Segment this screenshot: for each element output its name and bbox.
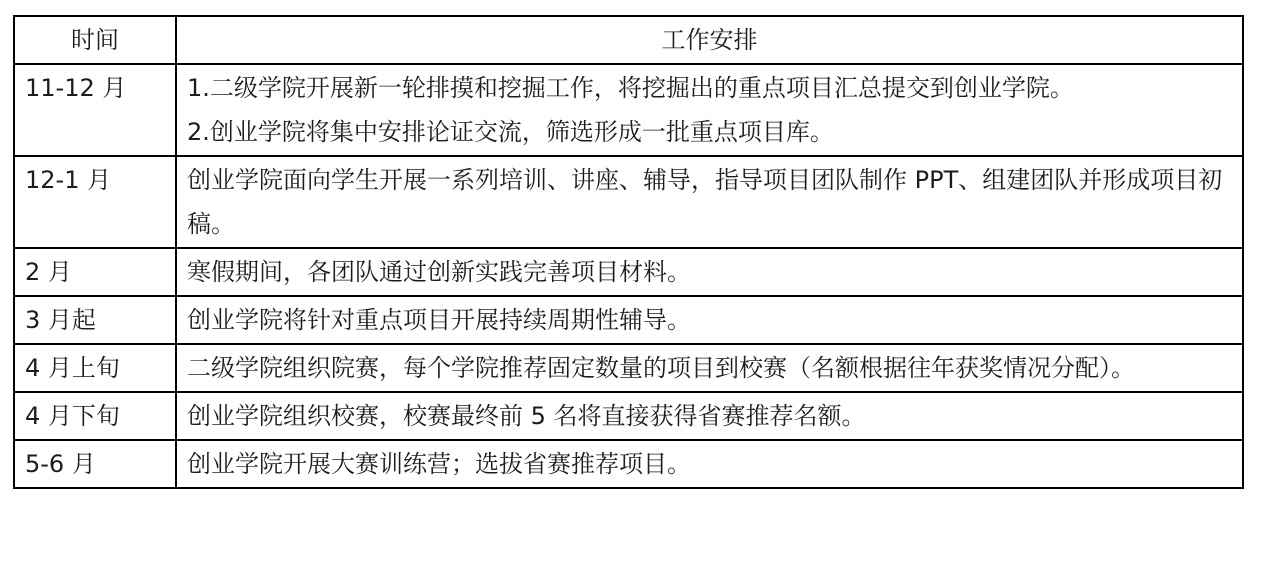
table-row [14, 344, 1243, 392]
time-cell: 3 月起 [14, 296, 176, 344]
time-cell: 4 月下旬 [14, 392, 176, 440]
work-cell [176, 392, 1243, 440]
time-cell: 12-1 月 [14, 156, 176, 248]
task-paragraph: 寒假期间，各团队通过创新实践完善项目材料。 [187, 258, 691, 286]
table-header-row [14, 16, 1243, 64]
task-paragraph: 创业学院开展大赛训练营；选拔省赛推荐项目。 [187, 450, 691, 478]
time-cell: 5-6 月 [14, 440, 176, 488]
table-row [14, 156, 1243, 248]
work-cell [176, 156, 1243, 248]
work-cell [176, 440, 1243, 488]
task-paragraph: 创业学院面向学生开展一系列培训、讲座、辅导，指导项目团队制作 PPT、组建团队并形成项目初稿。 [187, 166, 1223, 238]
table-row [14, 248, 1243, 296]
table-row [14, 392, 1243, 440]
column-header-time: 时间 [14, 16, 176, 64]
table-row [14, 440, 1243, 488]
work-cell [176, 248, 1243, 296]
task-paragraph: 二级学院组织院赛，每个学院推荐固定数量的项目到校赛（名额根据往年获奖情况分配）。 [187, 354, 1135, 382]
task-paragraph: 2.创业学院将集中安排论证交流，筛选形成一批重点项目库。 [187, 118, 834, 146]
column-header-work: 工作安排 [176, 16, 1243, 64]
time-cell: 2 月 [14, 248, 176, 296]
table-row [14, 64, 1243, 156]
table-row [14, 296, 1243, 344]
time-cell: 11-12 月 [14, 64, 176, 156]
work-cell [176, 296, 1243, 344]
time-cell: 4 月上旬 [14, 344, 176, 392]
work-cell [176, 344, 1243, 392]
task-paragraph: 创业学院组织校赛，校赛最终前 5 名将直接获得省赛推荐名额。 [187, 402, 866, 430]
schedule-table [13, 15, 1244, 489]
task-paragraph: 1.二级学院开展新一轮排摸和挖掘工作，将挖掘出的重点项目汇总提交到创业学院。 [187, 74, 1074, 102]
task-paragraph: 创业学院将针对重点项目开展持续周期性辅导。 [187, 306, 691, 334]
work-cell [176, 64, 1243, 156]
